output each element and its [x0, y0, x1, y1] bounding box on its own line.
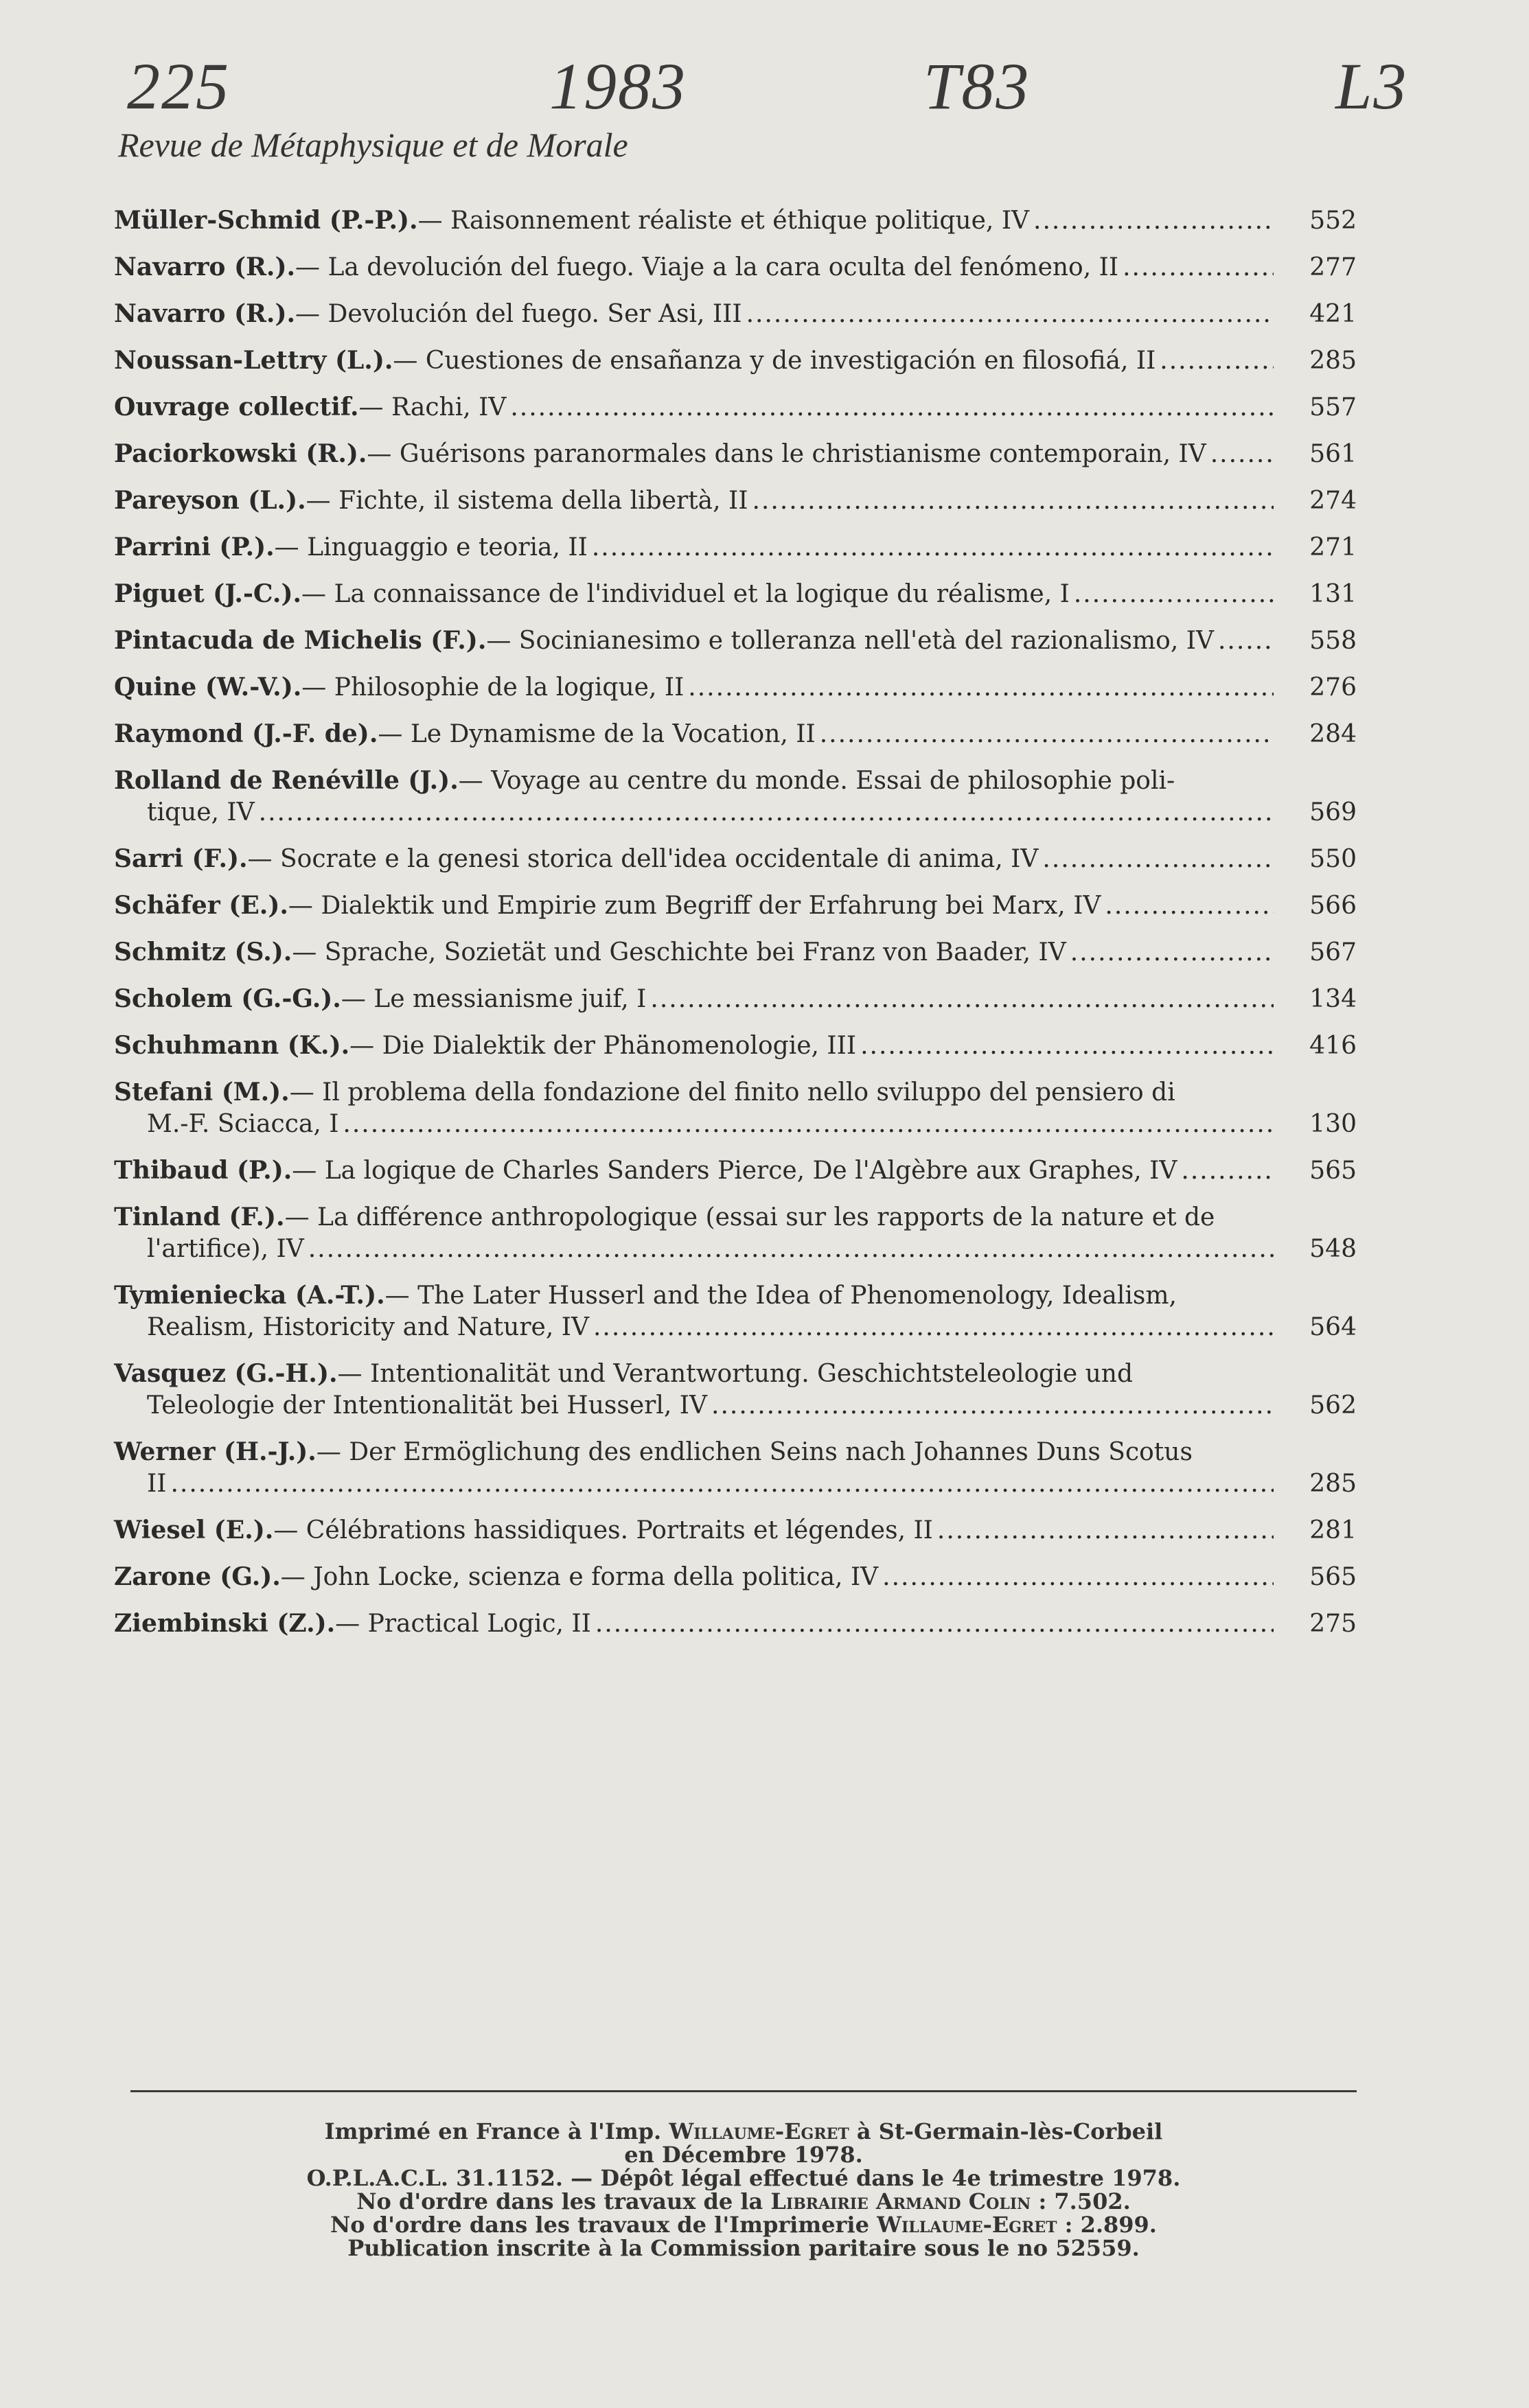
- page-number: 552: [1309, 207, 1357, 235]
- dot-leader: [937, 1515, 1274, 1547]
- entry-title: — Célébrations hassidiques. Portraits et légendes, II: [273, 1516, 933, 1544]
- index-entry: [114, 1561, 1357, 1593]
- index-entry: [114, 1155, 1357, 1187]
- author-name: Vasquez (G.-H.).: [114, 1359, 338, 1388]
- dot-leader: [592, 532, 1274, 564]
- page-number: 567: [1309, 938, 1357, 966]
- author-name: Navarro (R.).: [114, 299, 296, 328]
- page-number: 558: [1309, 627, 1357, 655]
- author-name: Raymond (J.-F. de).: [114, 719, 378, 748]
- handwritten-annotation: 225: [127, 49, 230, 123]
- author-name: Tymieniecka (A.-T.).: [114, 1281, 385, 1310]
- author-name: Parrini (P.).: [114, 533, 275, 562]
- author-name: Rolland de Renéville (J.).: [114, 766, 459, 795]
- author-name: Ouvrage collectif.: [114, 393, 359, 421]
- page-number: 564: [1309, 1313, 1357, 1341]
- author-name: Sarri (F.).: [114, 844, 248, 873]
- page-number: 416: [1309, 1032, 1357, 1060]
- entry-title: — Der Ermöglichung des endlichen Seins nach Johannes Duns Scotus: [316, 1438, 1193, 1466]
- index-entry: [114, 718, 1357, 750]
- entry-title: — Philosophie de la logique, II: [301, 673, 685, 702]
- author-name: Pintacuda de Michelis (F.).: [114, 626, 487, 655]
- index-entry: [114, 485, 1357, 517]
- entry-title: — Voyage au centre du monde. Essai de philosophie poli-: [458, 767, 1175, 795]
- dot-leader: [1042, 844, 1274, 875]
- index-entry: [114, 1030, 1357, 1062]
- page-number: 277: [1309, 253, 1357, 281]
- author-name: Paciorkowski (R.).: [114, 439, 367, 468]
- author-name: Zarone (G.).: [114, 1562, 281, 1591]
- author-name: Navarro (R.).: [114, 253, 296, 281]
- dot-leader: [343, 1109, 1274, 1140]
- index-entry: [114, 251, 1357, 283]
- page-number: 565: [1309, 1157, 1357, 1185]
- publisher-name: Librairie Armand Colin: [770, 2188, 1031, 2214]
- entry-title: — Linguaggio e teoria, II: [274, 533, 588, 562]
- index-entry: [114, 578, 1357, 610]
- index-entry: [114, 438, 1357, 470]
- page-number: 134: [1309, 985, 1357, 1013]
- page-number: 271: [1309, 533, 1357, 562]
- page-number: 276: [1309, 673, 1357, 702]
- author-name: Wiesel (E.).: [114, 1516, 274, 1544]
- dot-leader: [688, 672, 1274, 704]
- entry-title: — La différence anthropologique (essai sur les rapports de la nature et de: [284, 1203, 1215, 1231]
- index-entry: [114, 298, 1357, 330]
- author-name: Piguet (J.-C.).: [114, 579, 302, 608]
- entry-title: — Devolución del fuego. Ser Asi, III: [295, 300, 742, 328]
- index-entry: [114, 625, 1357, 657]
- index-entry: [114, 1280, 1357, 1343]
- page-number: 281: [1309, 1516, 1357, 1544]
- entry-title: — Socinianesimo e tolleranza nell'età del razionalismo, IV: [486, 627, 1214, 655]
- handwritten-annotation: T83: [923, 49, 1031, 123]
- page-number: 557: [1309, 393, 1357, 421]
- dot-leader: [882, 1562, 1274, 1593]
- index-entry: [114, 1436, 1357, 1500]
- entry-title: — Sprache, Sozietät und Geschichte bei Franz von Baader, IV: [292, 938, 1066, 966]
- author-name: Stefani (M.).: [114, 1078, 290, 1107]
- dot-leader: [1218, 625, 1274, 657]
- entry-title: — Cuestiones de ensañanza y de investigación en filosofiá, II: [393, 347, 1156, 375]
- printer-name: Willaume-Egret: [877, 2212, 1057, 2238]
- author-name: Ziembinski (Z.).: [114, 1609, 336, 1638]
- dot-leader: [593, 1312, 1274, 1343]
- dot-leader: [711, 1390, 1274, 1422]
- entry-title: l'artifice), IV: [147, 1235, 304, 1263]
- index-entry: [114, 671, 1357, 704]
- entry-title: — Rachi, IV: [358, 393, 507, 421]
- author-name: Tinland (F.).: [114, 1203, 285, 1231]
- index-entry: [114, 936, 1357, 969]
- page-number: 569: [1309, 798, 1357, 826]
- page-number: 566: [1309, 892, 1357, 920]
- entry-title: — Raisonnement réaliste et éthique politique, IV: [417, 207, 1030, 235]
- index-entry: [114, 765, 1357, 829]
- dot-leader: [1074, 579, 1274, 610]
- index-entry: [114, 890, 1357, 922]
- entry-title: — Il problema della fondazione del finito nello sviluppo del pensiero di: [289, 1078, 1175, 1107]
- page-number: 565: [1309, 1563, 1357, 1591]
- author-name: Thibaud (P.).: [114, 1156, 292, 1185]
- entry-title: Realism, Historicity and Nature, IV: [147, 1313, 589, 1341]
- dot-leader: [1070, 937, 1274, 969]
- page-number: 421: [1309, 300, 1357, 328]
- dot-leader: [510, 392, 1274, 424]
- entry-title: — Practical Logic, II: [335, 1610, 591, 1638]
- dot-leader: [1033, 205, 1274, 237]
- author-name: Pareyson (L.).: [114, 486, 306, 515]
- dot-leader: [1210, 439, 1274, 470]
- index-entry: [114, 843, 1357, 875]
- dot-leader: [650, 984, 1274, 1015]
- page-number: 131: [1309, 580, 1357, 608]
- index-entry: [114, 345, 1357, 377]
- dot-leader: [1160, 345, 1274, 377]
- index-entry: [114, 1514, 1357, 1547]
- entry-title: M.-F. Sciacca, I: [147, 1110, 339, 1138]
- index-entry: [114, 1201, 1357, 1265]
- entry-title: — Intentionalität und Verantwortung. Geschichtsteleologie und: [337, 1360, 1134, 1388]
- page-number: 548: [1309, 1235, 1357, 1263]
- dot-leader: [1123, 252, 1274, 283]
- entry-title: — La logique de Charles Sanders Pierce, De l'Algèbre aux Graphes, IV: [292, 1157, 1177, 1185]
- page-number: 130: [1309, 1110, 1357, 1138]
- entry-title: — Le messianisme juif, I: [341, 985, 647, 1013]
- divider: [130, 2090, 1357, 2092]
- index-entry: [114, 1358, 1357, 1422]
- page-number: 285: [1309, 347, 1357, 375]
- dot-leader: [820, 719, 1274, 750]
- dot-leader: [259, 797, 1274, 829]
- page-number: 285: [1309, 1470, 1357, 1498]
- index-list: [114, 205, 1357, 1654]
- author-name: Quine (W.-V.).: [114, 673, 302, 702]
- author-name: Schuhmann (K.).: [114, 1031, 350, 1060]
- dot-leader: [595, 1608, 1274, 1640]
- dot-leader: [860, 1030, 1274, 1062]
- entry-title: — John Locke, scienza e forma della politica, IV: [280, 1563, 879, 1591]
- page-number: 550: [1309, 845, 1357, 873]
- handwritten-annotation: L3: [1335, 49, 1408, 123]
- entry-title: II: [147, 1470, 167, 1498]
- dot-leader: [308, 1234, 1274, 1265]
- index-entry: [114, 1608, 1357, 1640]
- index-entry: [114, 1076, 1357, 1140]
- author-name: Scholem (G.-G.).: [114, 984, 341, 1013]
- entry-title: — Le Dynamisme de la Vocation, II: [378, 720, 816, 748]
- handwritten-annotation: 1983: [549, 49, 687, 123]
- dot-leader: [746, 299, 1274, 330]
- entry-title: — Guérisons paranormales dans le christianisme contemporain, IV: [367, 440, 1206, 468]
- author-name: Noussan-Lettry (L.).: [114, 346, 393, 375]
- entry-title: — La connaissance de l'individuel et la logique du réalisme, I: [301, 580, 1070, 608]
- entry-title: Teleologie der Intentionalität bei Husserl, IV: [147, 1391, 708, 1420]
- entry-title: — Dialektik und Empirie zum Begriff der Erfahrung bei Marx, IV: [288, 892, 1101, 920]
- author-name: Schmitz (S.).: [114, 938, 292, 966]
- dot-leader: [1181, 1155, 1274, 1187]
- index-entry: [114, 391, 1357, 424]
- entry-title: — Die Dialektik der Phänomenologie, III: [349, 1032, 857, 1060]
- page-number: 275: [1309, 1610, 1357, 1638]
- entry-title: — The Later Husserl and the Idea of Phenomenology, Idealism,: [384, 1282, 1177, 1310]
- printer-name: Willaume-Egret: [669, 2118, 849, 2144]
- entry-title: tique, IV: [147, 798, 255, 826]
- author-name: Müller-Schmid (P.-P.).: [114, 206, 418, 235]
- dot-leader: [1105, 890, 1274, 922]
- page-number: 562: [1309, 1391, 1357, 1420]
- dot-leader: [170, 1468, 1274, 1500]
- journal-title: Revue de Métaphysique et de Morale: [118, 126, 628, 164]
- page-number: 561: [1309, 440, 1357, 468]
- index-entry: [114, 205, 1357, 237]
- entry-title: — La devolución del fuego. Viaje a la cara oculta del fenómeno, II: [295, 253, 1119, 281]
- index-entry: [114, 531, 1357, 564]
- index-entry: [114, 983, 1357, 1015]
- colophon: Imprimé en France à l'Imp. Willaume-Egret à St-Germain-lès-Corbeil en Décembre 1978. O.P.L.A.C.L. 31.1152. — Dépôt légal effectué dans le 4e trimestre 1978. No d'ordre dans les travaux de la Librairie Armand Colin : 7.502. No d'ordre dans les travaux de l'Imprimerie Willaume-Egret : 2.899. Publication inscrite à la Commission paritaire sous le no 52559.: [306, 2118, 1181, 2261]
- author-name: Werner (H.-J.).: [114, 1437, 317, 1466]
- page-number: 284: [1309, 720, 1357, 748]
- entry-title: — Socrate e la genesi storica dell'idea occidentale di anima, IV: [247, 845, 1039, 873]
- entry-title: — Fichte, il sistema della libertà, II: [306, 487, 748, 515]
- author-name: Schäfer (E.).: [114, 891, 288, 920]
- dot-leader: [752, 485, 1274, 517]
- page-number: 274: [1309, 487, 1357, 515]
